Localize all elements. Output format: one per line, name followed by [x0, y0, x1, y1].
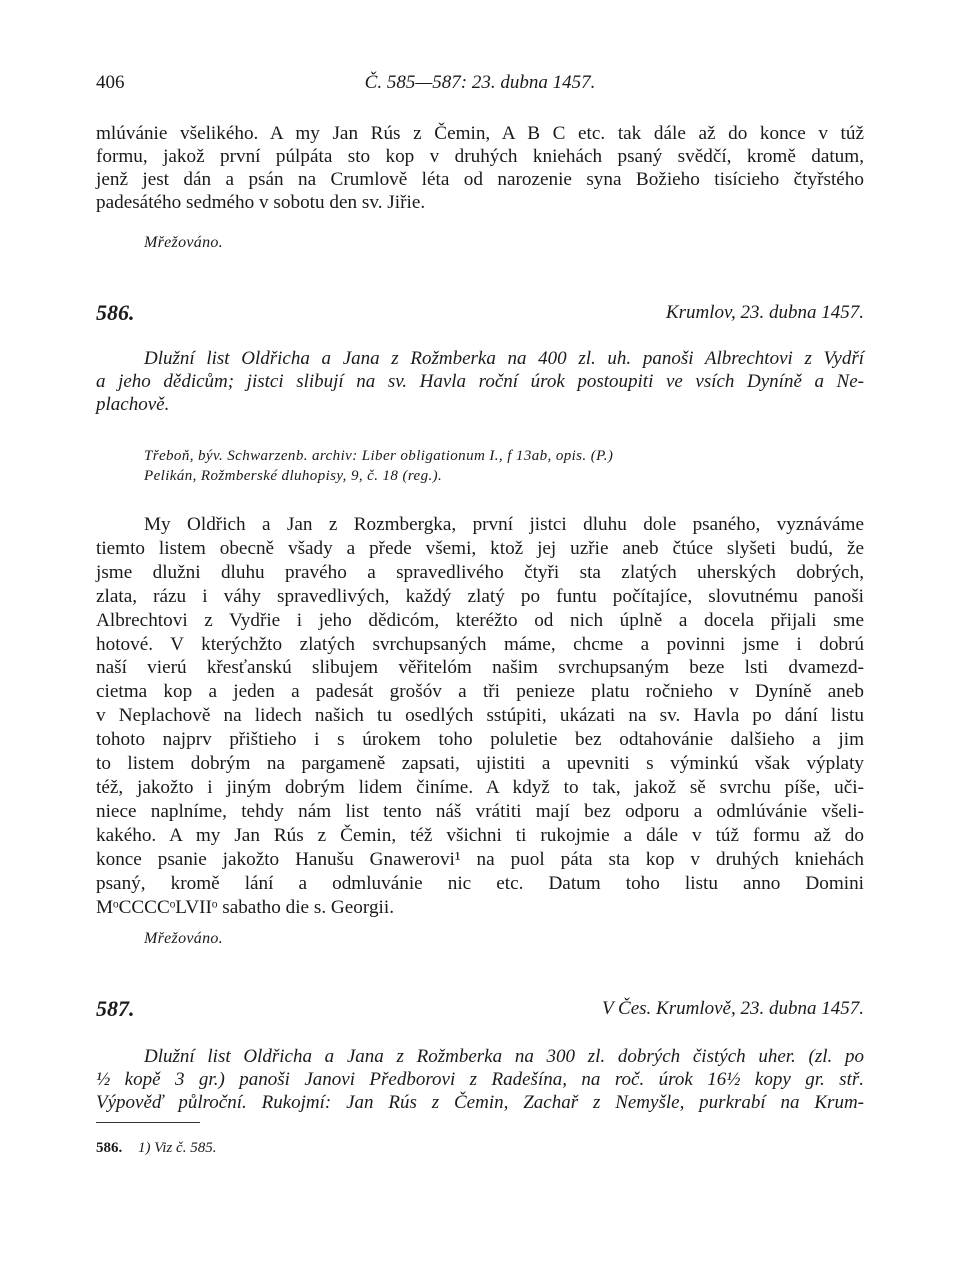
text-line: formu, jakož první púlpáta sto kop v druhých kniehách psaný svědčí, kromě datum, [96, 146, 864, 167]
running-title: Č. 585—587: 23. dubna 1457. [364, 72, 596, 93]
footnote-rule [96, 1122, 200, 1123]
doc585-signature: Mřežováno. [144, 234, 223, 251]
body-line: to listem dobrým na pargameně zapsati, ujistiti a upevniti s výminkú však výplaty [96, 753, 864, 775]
source-line: Pelikán, Rožmberské dluhopisy, 9, č. 18 (reg.). [144, 468, 443, 484]
doc586-regest [96, 347, 864, 416]
regest-line: Výpověď půlroční. Rukojmí: Jan Rús z Čemin, Zachař z Nemyšle, purkrabí na Krum- [96, 1092, 864, 1113]
doc585-text [96, 122, 864, 214]
regest-line: Dlužní list Oldřicha a Jana z Rožmberka na 400 zl. uh. panoši Albrechtovi z Vydří [144, 348, 864, 369]
doc-place-date: Krumlov, 23. dubna 1457. [665, 302, 864, 323]
doc586-signature: Mřežováno. [144, 930, 223, 947]
body-line: konce psanie jakožto Hanušu Gnawerovi¹ na puol páta sta kop v druhých kniehách [96, 848, 864, 870]
text-line: mlúvánie všelikého. A my Jan Rús z Čemin, A B C etc. tak dále až do konce v túž [96, 123, 864, 144]
doc586-heading [96, 300, 864, 330]
footnote-text: 1) Viz č. 585. [138, 1140, 217, 1156]
body-line: cietma kop a jeden a padesát grošóv a tři penieze platu ročnieho v Dyníně aneb [96, 681, 864, 703]
footnote-number: 586. [96, 1140, 123, 1156]
source-line: Třeboň, býv. Schwarzenb. archiv: Liber obligationum I., f 13ab, opis. (P.) [144, 448, 614, 464]
page-number: 406 [96, 72, 125, 93]
regest-line: plachově. [96, 394, 170, 415]
body-line: tiemto listem obecně všady a přede všemi, ktož jej uzřie aneb čtúce slyšeti budú, že [96, 537, 864, 559]
doc586-sources [144, 446, 613, 486]
doc586-body [96, 513, 864, 919]
text-line: jenž jest dán a psán na Crumlově léta od narozenie syna Božieho tisícieho čtyřstého [96, 169, 864, 190]
regest-line: a jeho dědicům; jistci slibují na sv. Havla roční úrok postoupiti ve vsích Dyníně a Ne- [96, 371, 864, 392]
regest-line: Dlužní list Oldřicha a Jana z Rožmberka na 300 zl. dobrých čistých uher. (zl. po [144, 1046, 864, 1067]
body-line: niece naplníme, tehdy nám list tento náš vrátiti mají bez odporu a odmlúvánie všeli- [96, 800, 864, 822]
body-line: My Oldřich a Jan z Rozmbergka, první jistci dluhu dole psaného, vyznáváme [144, 514, 864, 535]
doc587-heading [96, 996, 864, 1026]
body-line: tohoto najprv přištieho i s úrokem toho poluletie bez odtahovánie dalšieho a jim [96, 729, 864, 751]
body-line: kakého. A my Jan Rús z Čemin, též všichni ti rukojmie a dále v túž formu až do [96, 824, 864, 846]
body-line: jsme dlužni dluhu pravého a spravedlivého čtyři sta zlatých uherských dobrých, [96, 561, 864, 583]
body-line: v Neplachově na lidech našich tu osedlých sstúpiti, ukázati na sv. Havla po dání listu [96, 705, 864, 727]
body-line: psaný, kromě lání a odmluvánie nic etc. Datum toho listu anno Domini [96, 872, 864, 894]
doc587-regest [96, 1045, 864, 1114]
footnote [96, 1140, 216, 1157]
text-line: padesátého sedmého v sobotu den sv. Jiřie. [96, 192, 426, 213]
doc-place-date: V Čes. Krumlově, 23. dubna 1457. [602, 998, 864, 1019]
doc-number: 586. [96, 300, 135, 325]
body-line: Albrechtovi z Vydřie i jeho dědicóm, kteréžto od nich úplně a docela přijali sme [96, 609, 864, 631]
body-line: MᵒCCCCᵒLVIIᵒ sabatho die s. Georgii. [96, 896, 394, 918]
regest-line: ½ kopě 3 gr.) panoši Janovi Předborovi z Radešína, na roč. úrok 16½ kopy gr. stř. [96, 1069, 864, 1090]
body-line: hotové. V kterýchžto zlatých svrchupsaných máme, chcme a povinni jsme i dobrú [96, 633, 864, 655]
page-header [96, 70, 864, 96]
doc-number: 587. [96, 996, 135, 1021]
body-line: zlata, rázu i váhy spravedlivých, každý zlatý po funtu počítajíce, slovutnému panoši [96, 585, 864, 607]
body-line: též, jakožto i jiným dobrým lidem činíme. A když to tak, jakož sě svrchu píše, uči- [96, 776, 864, 798]
body-line: naší vierú křesťanskú slibujem věřitelóm našim svrchupsaným beze lsti dvamezd- [96, 657, 864, 679]
